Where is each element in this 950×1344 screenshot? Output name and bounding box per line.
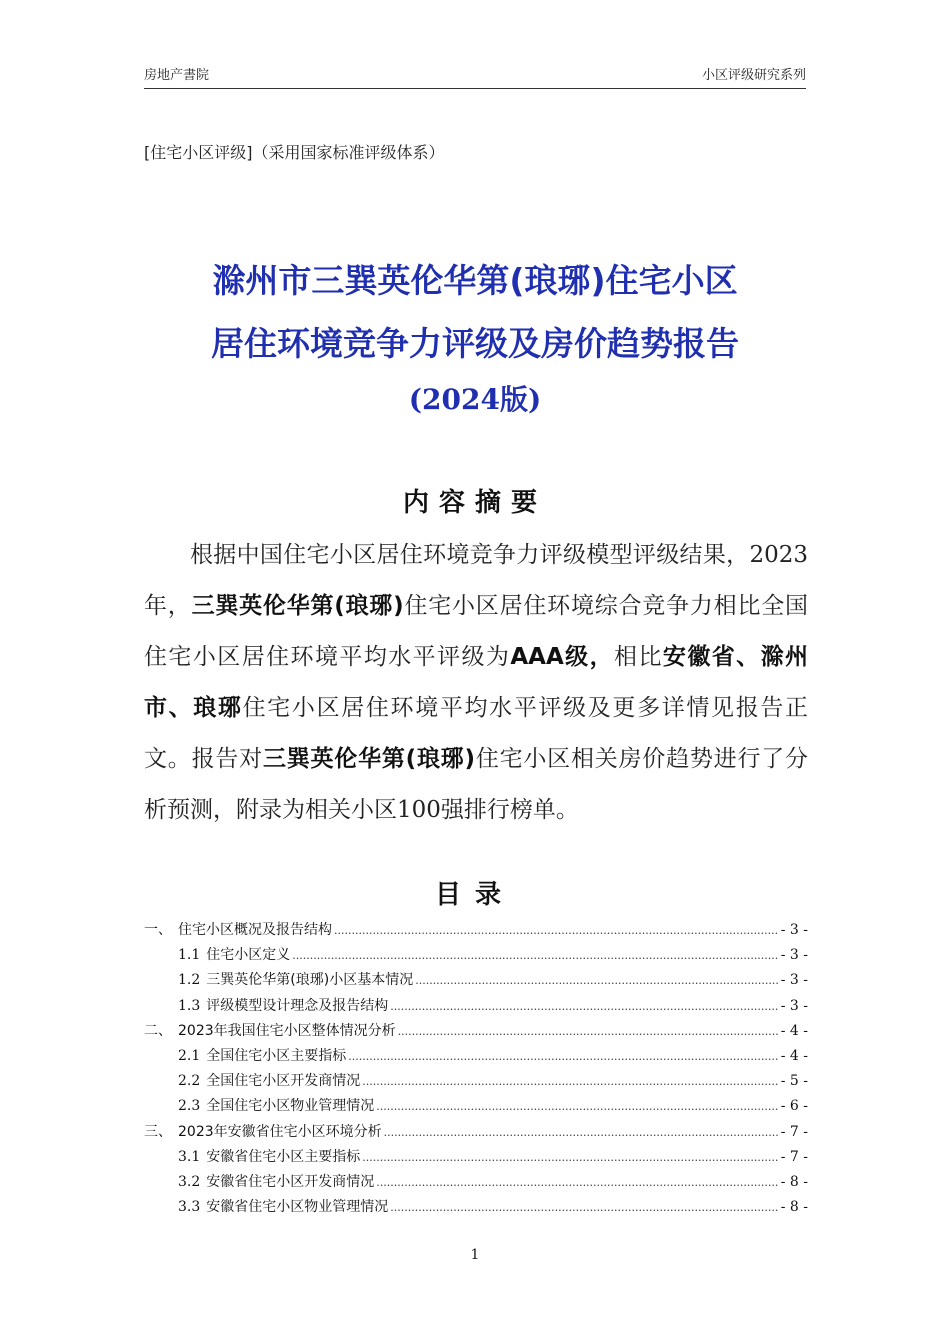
toc-number: 1.1 [178, 947, 201, 964]
toc-page: - 5 - [780, 1073, 808, 1090]
toc-leader [384, 1126, 779, 1139]
toc-number: 3.1 [178, 1148, 201, 1165]
abstract-community-name: 三巽英伦华第(琅琊) [191, 593, 404, 619]
toc-label: 2023年安徽省住宅小区环境分析 [178, 1123, 382, 1140]
toc-entry[interactable] [144, 1146, 808, 1171]
toc-page: - 3 - [780, 997, 808, 1014]
toc-page: - 3 - [780, 972, 808, 989]
toc-number: 3.2 [178, 1173, 201, 1190]
toc-entry[interactable] [144, 1070, 808, 1095]
toc-number: 2.1 [178, 1047, 201, 1064]
toc-leader [390, 1000, 778, 1013]
toc-label: 住宅小区定义 [206, 947, 291, 964]
toc-label: 全国住宅小区开发商情况 [206, 1073, 361, 1090]
toc-label: 2023年我国住宅小区整体情况分析 [178, 1022, 396, 1039]
toc-leader [376, 1100, 778, 1113]
toc-number: 2.2 [178, 1073, 201, 1090]
toc-entry[interactable] [144, 944, 808, 969]
page-header [144, 66, 806, 89]
report-title-line2: 居住环境竞争力评级及房价趋势报告 [211, 324, 739, 363]
rating-tag: [住宅小区评级]（采用国家标准评级体系） [144, 143, 445, 162]
abstract-rating: AAA级， [510, 644, 615, 670]
header-series: 小区评级研究系列 [701, 68, 806, 83]
toc-page: - 3 - [780, 947, 808, 964]
toc-leader [390, 1201, 778, 1214]
toc-entry[interactable] [144, 919, 808, 944]
toc-label: 评级模型设计理念及报告结构 [206, 997, 389, 1014]
toc-label: 全国住宅小区主要指标 [206, 1047, 347, 1064]
toc-label: 安徽省住宅小区物业管理情况 [206, 1199, 389, 1216]
toc-page: - 3 - [780, 922, 808, 938]
toc-number: 1.3 [178, 997, 201, 1014]
toc-entry[interactable] [144, 1196, 808, 1221]
toc-page: - 7 - [780, 1148, 808, 1165]
toc-label: 全国住宅小区物业管理情况 [206, 1098, 375, 1115]
abstract-text: 住宅小区居住环境综合竞争力相比全国住宅小区居住环境平均水平评级为 [144, 593, 809, 670]
abstract-body [144, 530, 808, 836]
toc-entry[interactable] [144, 1121, 808, 1146]
toc-page: - 6 - [780, 1098, 808, 1115]
toc-entry[interactable] [144, 1095, 808, 1120]
toc-label: 三巽英伦华第(琅琊)小区基本情况 [206, 972, 414, 989]
abstract-text: 住宅小区相关房价趋势进行了分析预测，附录为相关小区100强排行榜单。 [144, 746, 809, 823]
abstract-community-name: 三巽英伦华第(琅琊) [262, 746, 476, 772]
abstract-text: 根据中国住宅小区居住环境竞争力评级模型评级结果，2023年， [144, 542, 808, 619]
toc-label: 住宅小区概况及报告结构 [178, 922, 332, 938]
toc-leader [362, 1075, 778, 1088]
abstract-heading: 内容摘要 [402, 488, 547, 518]
header-publisher: 房地产書院 [144, 68, 210, 83]
toc-page: - 4 - [780, 1022, 808, 1039]
toc-heading: 目录 [434, 880, 515, 910]
toc-leader [398, 1025, 779, 1038]
abstract-text: 相比 [614, 644, 663, 670]
toc-page: - 8 - [780, 1199, 808, 1216]
toc-leader [415, 974, 779, 987]
toc-leader [376, 1176, 778, 1189]
toc-number: 3.3 [178, 1199, 201, 1216]
toc-label: 安徽省住宅小区开发商情况 [206, 1173, 375, 1190]
toc-entry[interactable] [144, 969, 808, 994]
toc-page: - 8 - [780, 1173, 808, 1190]
abstract-regions: 安徽省、滁州市、琅琊 [144, 644, 809, 721]
report-edition: (2024版) [408, 383, 542, 416]
toc-leader [292, 949, 778, 962]
report-title-line1: 滁州市三巽英伦华第(琅琊)住宅小区 [212, 261, 738, 300]
table-of-contents [144, 919, 808, 1221]
toc-entry[interactable] [144, 1020, 808, 1045]
toc-number: 二、 [144, 1022, 172, 1039]
page-number: 1 [470, 1247, 480, 1263]
toc-entry[interactable] [144, 1045, 808, 1070]
toc-number: 1.2 [178, 972, 201, 989]
toc-number: 三、 [144, 1123, 172, 1140]
toc-label: 安徽省住宅小区主要指标 [206, 1148, 361, 1165]
toc-page: - 7 - [780, 1123, 808, 1140]
toc-entry[interactable] [144, 1171, 808, 1196]
toc-number: 一、 [144, 922, 172, 938]
toc-leader [334, 924, 779, 937]
abstract-text: 住宅小区居住环境平均水平评级及更多详情见报告正文。报告对 [144, 695, 809, 772]
toc-page: - 4 - [780, 1047, 808, 1064]
toc-leader [362, 1151, 778, 1164]
toc-number: 2.3 [178, 1098, 201, 1115]
toc-entry[interactable] [144, 995, 808, 1020]
toc-leader [348, 1050, 778, 1063]
